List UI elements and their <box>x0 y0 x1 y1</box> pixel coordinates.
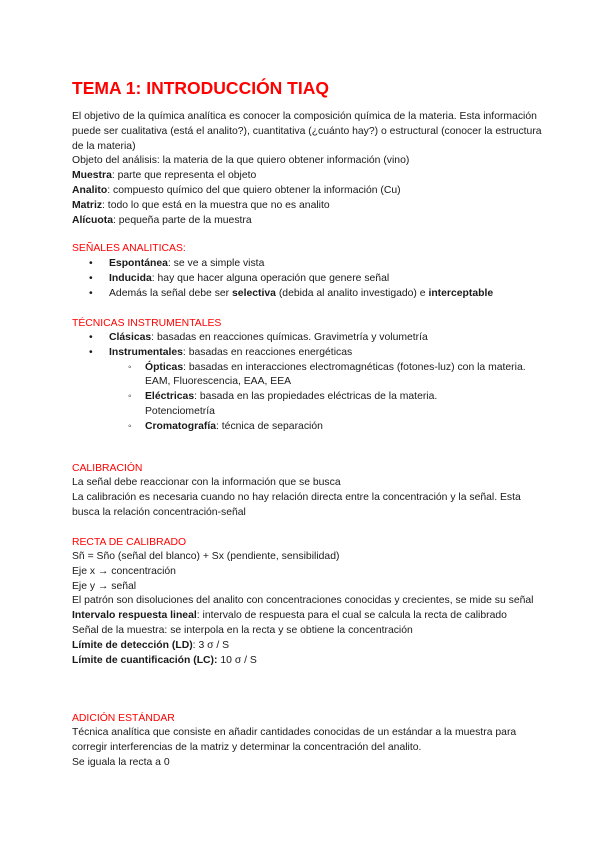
senales-list <box>72 257 542 301</box>
def-alicuota <box>72 214 542 229</box>
item-text: : técnica de separación <box>216 420 323 432</box>
list-item-opticas <box>72 361 542 391</box>
item-text: : basadas en interacciones electromagnéticas (fotones-luz) con la materia. <box>183 361 526 373</box>
item-term: Límite de detección (LD) <box>72 639 193 651</box>
item-term: Inducida <box>109 272 152 284</box>
item-text: : intervalo de respuesta para el cual se calcula la recta de calibrado <box>196 610 507 622</box>
item-term: Instrumentales <box>109 346 183 358</box>
equation-line: Sñ = Sño (señal del blanco) + Sx (pendiente, sensibilidad) <box>72 551 340 562</box>
item-text: : 3 σ / S <box>192 639 230 651</box>
list-item-cromatografia <box>72 420 542 435</box>
calibracion-line: La calibración es necesaria cuando no hay relación directa entre la concentración y la señal. Esta busca la relación concentración-señal <box>72 491 521 518</box>
axis-x-line: Eje x → concentración <box>72 565 176 577</box>
adicion-line: Se iguala la recta a 0 <box>72 756 170 768</box>
def-matriz <box>72 199 542 214</box>
item-term: Clásicas <box>109 332 152 343</box>
def-text: : parte que representa el objeto <box>111 170 257 182</box>
def-text: : compuesto químico del que quiero obtener la información (Cu) <box>107 184 401 196</box>
intervalo-line <box>72 609 542 624</box>
list-item-electricas <box>72 390 542 420</box>
def-text: : todo lo que está en la muestra que no es analito <box>102 199 330 211</box>
calibracion-heading: CALIBRACIÓN <box>72 463 143 474</box>
intro-section <box>72 110 542 228</box>
list-item <box>72 257 542 272</box>
recta-heading: RECTA DE CALIBRADO <box>72 537 187 548</box>
item-text: 10 σ / S <box>217 654 257 666</box>
list-item-clasicas <box>72 331 542 346</box>
list-item-instrumentales <box>72 346 542 361</box>
objective-paragraph: El objetivo de la química analítica es conocer la composición química de la materia. Esta información puede ser cualitativa (está el analito?), cuantitativa (¿cuánto hay?) o estructural (conocer la estructura de la materia) <box>72 111 542 152</box>
item-text: (debida al analito investigado) e <box>275 287 429 299</box>
item-term: interceptable <box>428 287 494 299</box>
item-extra: EAM, Fluorescencia, EAA, EEA <box>145 376 292 388</box>
adicion-section <box>72 726 542 770</box>
item-term: Ópticas <box>145 361 184 373</box>
item-text: Además la señal debe ser <box>109 287 233 299</box>
tecnicas-list <box>72 331 542 435</box>
senales-heading: SEÑALES ANALITICAS: <box>72 243 186 254</box>
def-term: Analito <box>72 184 108 196</box>
def-term: Alícuota <box>72 214 113 226</box>
item-text: : se ve a simple vista <box>167 258 265 269</box>
lc-line <box>72 654 542 669</box>
axis-y-line: Eje y → señal <box>72 580 137 592</box>
def-analito <box>72 184 542 199</box>
item-text: : basadas en reacciones químicas. Gravimetría y volumetría <box>151 332 428 343</box>
object-line: Objeto del análisis: la materia de la que quiero obtener información (vino) <box>72 155 410 167</box>
def-term: Matriz <box>72 199 103 211</box>
recta-section <box>72 550 542 668</box>
item-text: : hay que hacer alguna operación que genere señal <box>151 272 390 284</box>
item-term: Eléctricas <box>145 391 195 403</box>
page-title: TEMA 1: INTRODUCCIÓN TIAQ <box>72 78 329 98</box>
patron-paragraph: El patrón son disoluciones del analito con concentraciones conocidas y crecientes, se mide su señal <box>72 595 534 607</box>
item-term: Cromatografía <box>145 420 217 432</box>
list-item <box>72 272 542 287</box>
item-text: : basada en las propiedades eléctricas de la materia. <box>194 391 438 403</box>
def-text: : pequeña parte de la muestra <box>113 214 252 226</box>
calibracion-line: La señal debe reaccionar con la información que se busca <box>72 477 341 488</box>
ld-line <box>72 639 542 654</box>
muestra-line: Señal de la muestra: se interpola en la recta y se obtiene la concentración <box>72 624 413 636</box>
tecnicas-heading: TÉCNICAS INSTRUMENTALES <box>72 318 222 329</box>
adicion-paragraph: Técnica analítica que consiste en añadir cantidades conocidas de un estándar a la muestra para corregir interferencias de la matriz y determinar la concentración del analito. <box>72 727 517 753</box>
calibracion-section <box>72 476 542 520</box>
item-term: Límite de cuantificación (LC): <box>72 654 218 666</box>
item-term: Intervalo respuesta lineal <box>72 610 197 622</box>
item-term: Espontánea <box>109 258 168 269</box>
item-extra: Potenciometría <box>145 405 215 417</box>
list-item <box>72 287 542 302</box>
adicion-heading: ADICIÓN ESTÁNDAR <box>72 713 175 724</box>
def-term: Muestra <box>72 170 112 182</box>
def-muestra <box>72 169 542 184</box>
item-text: : basadas en reacciones energéticas <box>182 346 353 358</box>
item-term: selectiva <box>232 287 276 299</box>
